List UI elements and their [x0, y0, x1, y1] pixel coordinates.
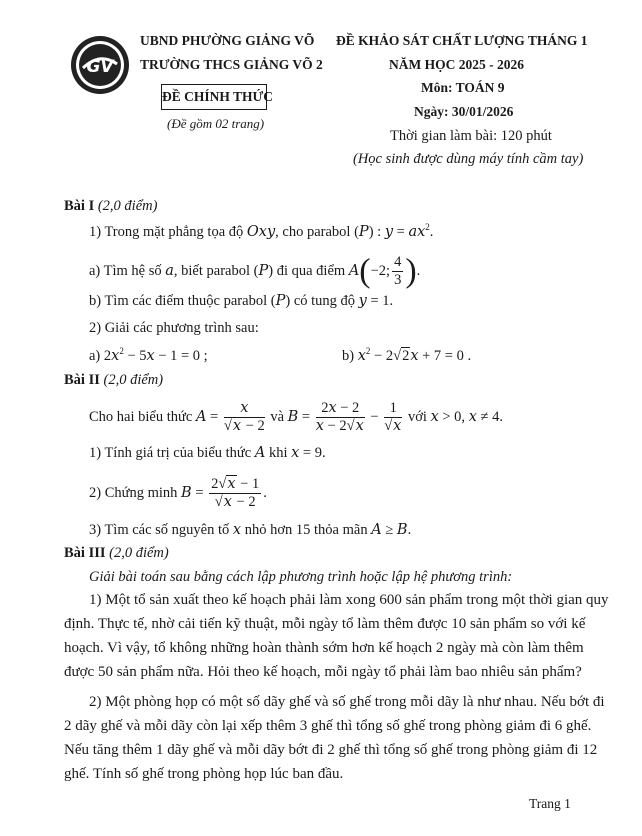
bai1-points: (2,0 điểm) [97, 198, 158, 214]
bai3-heading [64, 545, 169, 562]
bai2-title: Bài II [64, 372, 100, 388]
calculator-note: (Học sinh được dùng máy tính cầm tay) [353, 151, 584, 167]
bai2-intro: Cho hai biểu thức A = $\frac{x}{√x - 2}$ và B = $\frac{2x - 2}{x - 2√x}$ − $\frac{1}{√x}$ với x > 0, x ≠ 4. [89, 400, 503, 435]
exam-date: Ngày: 30/01/2026 [414, 104, 514, 119]
bai1-heading [64, 198, 157, 215]
bai2-points: (2,0 điểm) [103, 372, 164, 388]
bai1-q2b: b) $x^2 - 2√2x + 7 = 0$ . [342, 346, 472, 364]
bai3-title: Bài III [64, 545, 106, 561]
bai1-q2: 2) Giải các phương trình sau: [89, 320, 259, 336]
official-label-box [161, 84, 274, 110]
bai2-q2: 2) Chứng minh B = $\frac{2√x - 1}{√x - 2}$ . [89, 476, 267, 511]
duration: Thời gian làm bài: 120 phút [390, 128, 552, 144]
bai1-title: Bài I [64, 198, 95, 214]
org-line-1: UBND PHƯỜNG GIẢNG VÕ [140, 33, 315, 48]
exam-title: ĐỀ KHẢO SÁT CHẤT LƯỢNG THÁNG 1 [336, 33, 588, 48]
org-line-2: TRƯỜNG THCS GIẢNG VÕ 2 [140, 57, 323, 72]
bai2-q3: 3) Tìm các số nguyên tố x nhỏ hơn 15 thỏa mãn A ≥ B. [89, 522, 412, 538]
page-number: Trang 1 [529, 796, 571, 811]
bai1-q1: 1) Trong mặt phẳng tọa độ Oxy, cho parabol (P) : $y = ax^2$. [89, 222, 434, 240]
bai2-q1: 1) Tính giá trị của biểu thức A khi x = 9. [89, 445, 326, 461]
school-logo [69, 34, 131, 96]
logo-text: GV [86, 57, 114, 77]
bai1-q1a: a) Tìm hệ số a, biết parabol (P) đi qua điểm A(−2; $\frac{4}{3}$ ). [89, 252, 421, 290]
bai3-instruction: Giải bài toán sau bằng cách lập phương trình hoặc lập hệ phương trình: [89, 569, 513, 585]
school-year: NĂM HỌC 2025 - 2026 [389, 57, 524, 72]
bai3-points: (2,0 điểm) [109, 545, 169, 561]
pages-note: (Đề gồm 02 trang) [167, 116, 265, 131]
subject: Môn: TOÁN 9 [421, 80, 505, 95]
bai1-q2a: a) $2x^2 - 5x - 1 = 0$ ; [89, 346, 208, 364]
bai1-q1b: b) Tìm các điểm thuộc parabol (P) có tung độ y = 1. [89, 293, 394, 309]
official-label: ĐỀ CHÍNH THỨC [162, 89, 274, 104]
bai2-heading [64, 372, 163, 389]
